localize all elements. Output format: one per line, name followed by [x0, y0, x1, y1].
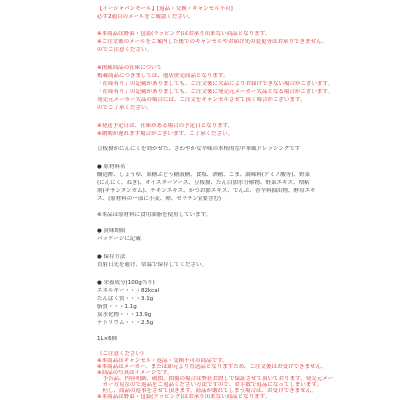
footer-line: ※本商品はメーカー、または卸元より直送品となりますため、ご注文後はお受けできません。 — [97, 364, 327, 370]
stock-notice-heading: ※掲載商品の在庫について — [97, 65, 162, 71]
nutrition-heading: ● 栄養成分(100g当り) — [97, 280, 155, 286]
footer-line: カー方見なので返品をご返品ください方法ですので、お手数で返品になってしまいます。 — [97, 382, 322, 388]
footer-line: ※本商品は野菜・包装(ラッピング)はお承り出来ない商品となります。 — [97, 394, 271, 400]
stock-notice-line: 「在庫有り」の記載がありましても、ご注文後に発売元メーカー欠品となる場合がございます。 — [97, 89, 333, 95]
expiry-text: パッケージに記載 — [97, 236, 141, 242]
notice-line: のでご注意ください。 — [97, 47, 153, 53]
stock-notice-line: 掲載商品につきましては、他店併売商品となります。 — [97, 73, 229, 79]
nutrition-item: 脂質・・・1.1g — [97, 304, 137, 310]
footer-heading: 《ご注意ください》 — [97, 351, 147, 357]
ingredients-line: 剤(キサンタンガム)、チキンエキス、かつお節エキス、でんぷ、香辛料抽出物、酵母エキ — [97, 188, 316, 194]
shipping-notice-line: ※納期が遅れます場合がございます。ご了承ください。 — [97, 131, 234, 137]
header-title: 【イージャパンモール】[返品・交換・キャンセル不可] — [97, 6, 233, 12]
ingredients-line: (にんにく、ねぎ)、オイスターソース、豆板醤、たん白加水分解物、野菜エキス、増粘 — [97, 180, 310, 186]
stock-notice-line: 発売元メーカー欠品の場合には、ご注文をキャンセルさせて頂く場合がございます。 — [97, 97, 306, 103]
ingredients-line: 醸造酢、しょうゆ、果糖ぶどう糖液糖、食塩、酒精、ごま、調味料(アミノ酸等)、野菜 — [97, 172, 311, 178]
footer-line: 但し、商品の返事をさせて頂きます。商品が壊れてしまう場合は、お受けできません。 — [97, 388, 317, 394]
shipping-notice-line: ※発送予定日は、在庫がある場合の予定日となります。 — [97, 123, 234, 129]
ingredients-line: ス、(原材料の一部に小麦、卵、ゼラチン)(要含む) — [97, 196, 221, 202]
header-notice: 必ず2通目のメールをご確認ください。 — [97, 14, 194, 20]
nutrition-item: エネルギー・・・82kcal — [97, 288, 160, 294]
notice-line: ※ご注文後のメールをご案内した後でのキャンセルやお届け先の変更等はお承りできません。 — [97, 39, 328, 45]
nutrition-item: 炭水化物・・・13.9g — [97, 312, 152, 318]
expiry-heading: ● 賞味期限 — [97, 228, 126, 234]
footer-line: ※商品の写真はイメージです。 — [97, 370, 173, 376]
footer-line: ※本商品はキャンセル・返品・交換不可の商品です。 — [97, 358, 228, 364]
ingredients-heading: ● 原材料名 — [97, 164, 126, 170]
nutrition-item: ナトリウム・・・2.5g — [97, 320, 154, 326]
stock-notice-line: 「在庫有り」の記載がありましても、ご注文後に欠品によりお届けできない場合がございます。 — [97, 81, 334, 87]
nutrition-item: たんぱく質・・・3.1g — [97, 296, 154, 302]
product-summary: 豆板醤がにんにくを効かせた、さわやかな辛味の本格的な中華風ドレッシングです — [97, 146, 301, 152]
notice-line: ※本商品は野菜・包装(ラッピング)はお承り出来ない商品となります。 — [97, 31, 271, 37]
ingredients-note: ※本品は原材料に食用油脂を使用しています。 — [97, 212, 212, 218]
storage-text: 直射日光を避け、常温で保存してください。 — [97, 262, 208, 268]
storage-heading: ● 保存方法 — [97, 254, 126, 260]
package-size: 1L×6個 — [97, 336, 118, 342]
footer-line: 予告品、内容明細、破損、損傷の場合は弊社お渡しで保証させて頂いております。発売元メー — [97, 376, 334, 382]
stock-notice-line: のでご了承ください。 — [97, 105, 153, 111]
